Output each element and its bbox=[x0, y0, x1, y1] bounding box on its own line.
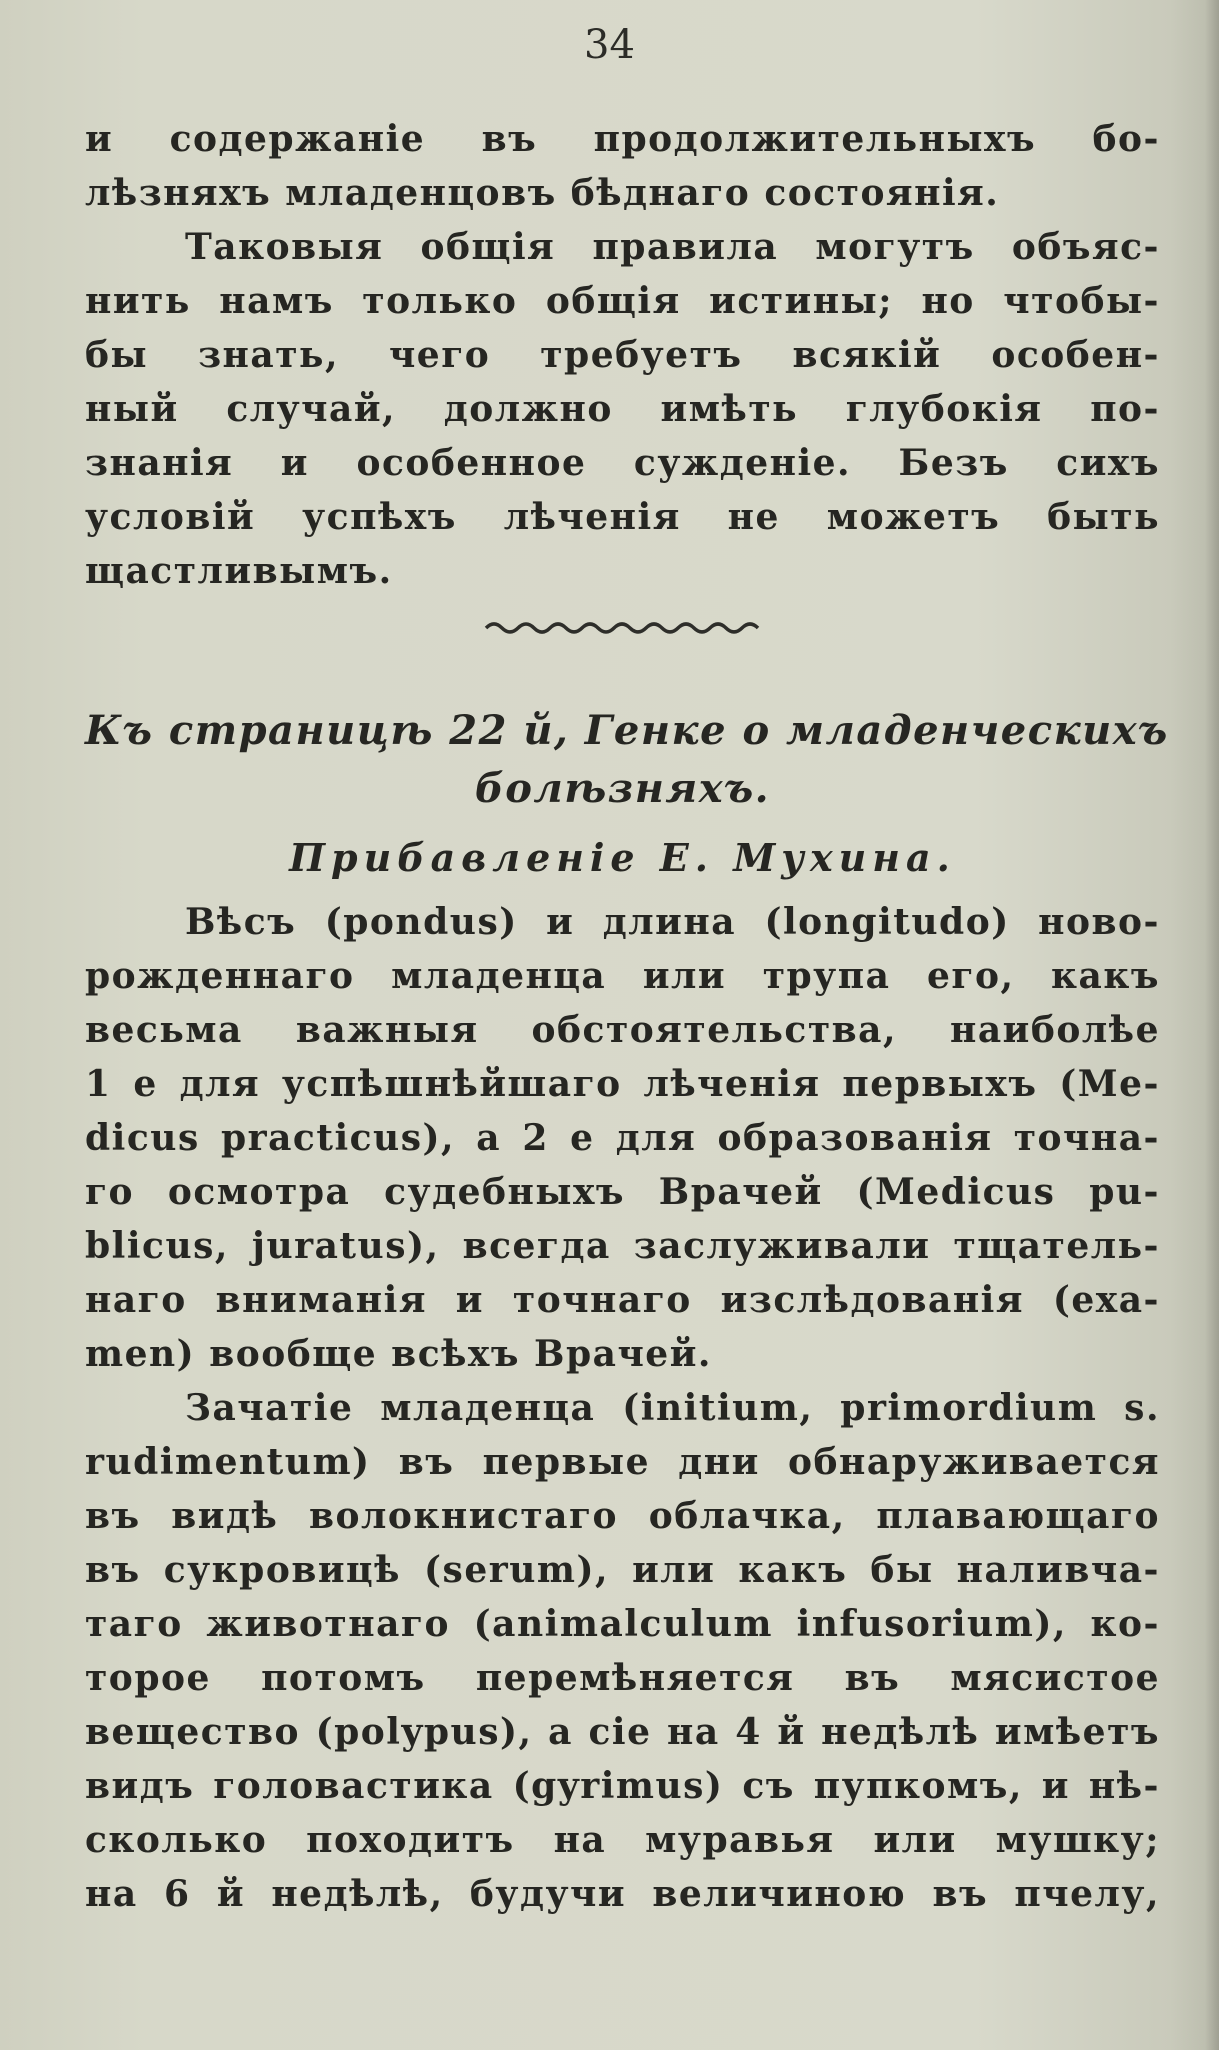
text-line: го осмотра судебныхъ Врачей (Medicus pu- bbox=[85, 1171, 1160, 1213]
wavy-divider bbox=[482, 616, 768, 640]
text-line: на 6 й недѣлѣ, будучи величиною въ пчелу, bbox=[85, 1873, 1160, 1915]
text-line: таго животнаго (animalculum infusorium), ко- bbox=[85, 1603, 1160, 1645]
section-continuation bbox=[85, 112, 1160, 598]
text-line: бы знать, чего требуетъ всякій особен- bbox=[85, 334, 1160, 376]
text-line: видъ головастика (gyrimus) съ пупкомъ, и нѣ- bbox=[85, 1765, 1160, 1807]
text-line: Вѣсъ (pondus) и длина (longitudo) ново- bbox=[185, 901, 1160, 943]
section-body bbox=[85, 895, 1160, 1921]
text-line: и содержаніе въ продолжительныхъ бо- bbox=[85, 118, 1160, 160]
text-line: въ видѣ волокнистаго облачка, плавающаго bbox=[85, 1495, 1160, 1537]
text-line: знанія и особенное сужденіе. Безъ сихъ bbox=[85, 442, 1160, 484]
section-subheading bbox=[85, 830, 1160, 886]
text-line: наго вниманія и точнаго изслѣдованія (exa- bbox=[85, 1279, 1160, 1321]
text-line: ный случай, должно имѣть глубокія по- bbox=[85, 388, 1160, 430]
text-line: вещество (polypus), а сіе на 4 й недѣлѣ имѣетъ bbox=[85, 1711, 1160, 1753]
section-title-continued: болѣзняхъ. bbox=[474, 765, 771, 812]
addition-author: Прибавленіе Е. Мухина. bbox=[289, 835, 956, 880]
text-line: 1 е для успѣшнѣйшаго лѣченія первыхъ (Me- bbox=[85, 1063, 1160, 1105]
text-line: blicus, juratus), всегда заслуживали тщатель- bbox=[85, 1225, 1160, 1267]
text-line: въ сукровицѣ (serum), или какъ бы наливча- bbox=[85, 1549, 1160, 1591]
text-line: рожденнаго младенца или трупа его, какъ bbox=[85, 955, 1160, 997]
section-heading bbox=[85, 702, 1169, 818]
page-edge-shadow bbox=[1205, 0, 1219, 2050]
page-number: 34 bbox=[584, 22, 635, 68]
text-line: Зачатіе младенца (initium, primordium s. bbox=[185, 1387, 1160, 1429]
text-line: сколько походитъ на муравья или мушку; bbox=[85, 1819, 1160, 1861]
text-line: весьма важныя обстоятельства, наиболѣе bbox=[85, 1009, 1160, 1051]
text-line: лѣзняхъ младенцовъ бѣднаго состоянія. bbox=[85, 172, 1000, 214]
text-line: нить намъ только общія истины; но чтобы- bbox=[85, 280, 1160, 322]
section-title: Къ страницѣ 22 й, Генке о младенческихъ bbox=[85, 707, 1169, 754]
text-line: rudimentum) въ первые дни обнаруживается bbox=[85, 1441, 1160, 1483]
text-line: условій успѣхъ лѣченія не можетъ быть bbox=[85, 496, 1160, 538]
text-line: dicus practicus), а 2 е для образованія точна- bbox=[85, 1117, 1160, 1159]
divider-wave bbox=[486, 624, 758, 632]
text-line: щастливымъ. bbox=[85, 550, 393, 592]
text-line: men) вообще всѣхъ Врачей. bbox=[85, 1333, 712, 1375]
text-line: Таковыя общія правила могутъ объяс- bbox=[185, 226, 1160, 268]
text-line: торое потомъ перемѣняется въ мясистое bbox=[85, 1657, 1160, 1699]
